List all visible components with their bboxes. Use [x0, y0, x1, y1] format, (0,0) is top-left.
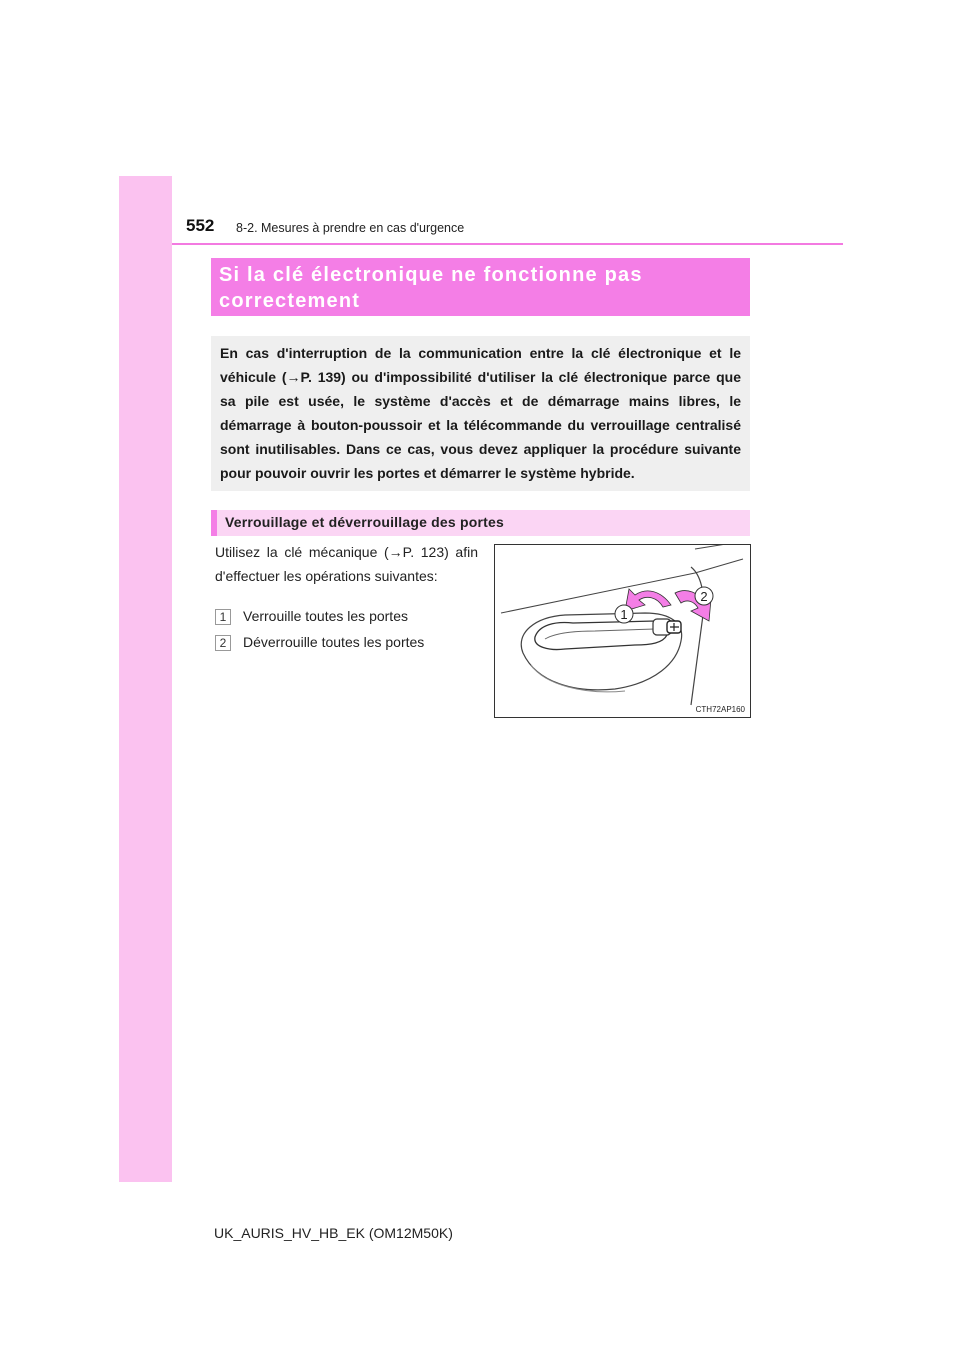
instruction-paragraph: Utilisez la clé mécanique (→P. 123) afin d'effectuer les opérations suivantes: [215, 544, 478, 584]
figure-code: CTH72AP160 [695, 705, 745, 714]
section-title-line-2: correctement [219, 290, 361, 312]
subsection-title: Verrouillage et déverrouillage des portes [225, 514, 504, 530]
section-title-line-1: Si la clé électronique ne fonctionne pas [219, 264, 643, 286]
step-2-number: 2 [215, 635, 231, 651]
door-crease-line [501, 573, 695, 613]
subsection-heading [211, 510, 750, 536]
step-1-number: 1 [215, 609, 231, 625]
intro-text: En cas d'interruption de la communication entre la clé électronique et le véhicule (→P. 139) ou d'impossibilité d'utiliser la clé électronique parce que sa pile est usée, le système d'accès et de démarrage mains libres, le démarrage à bouton-poussoir et la télécommande du verrouillage centralisé sont inutilisables. Dans ce cas, vous devez appliquer la procédure suivante pour pouvoir ouvrir les portes et démarrer le système hybride. [220, 345, 741, 481]
door-handle-illustration [494, 544, 751, 718]
page-number: 552 [186, 216, 215, 235]
door-handle-drawing [495, 545, 750, 717]
subsection-accent-bar [211, 510, 217, 536]
section-title-box [211, 258, 750, 316]
intro-box [211, 336, 750, 491]
callout-1-label: 1 [620, 607, 628, 622]
lock-arrow-icon [625, 589, 671, 611]
callout-2-label: 2 [700, 589, 708, 604]
step-2-label: Déverrouille toutes les portes [243, 634, 425, 650]
header-divider [172, 243, 843, 245]
section-reference: 8-2. Mesures à prendre en cas d'urgence [236, 221, 465, 235]
side-tab-band [119, 176, 172, 1182]
manual-code-footer: UK_AURIS_HV_HB_EK (OM12M50K) [214, 1225, 453, 1241]
step-1-label: Verrouille toutes les portes [243, 608, 408, 624]
